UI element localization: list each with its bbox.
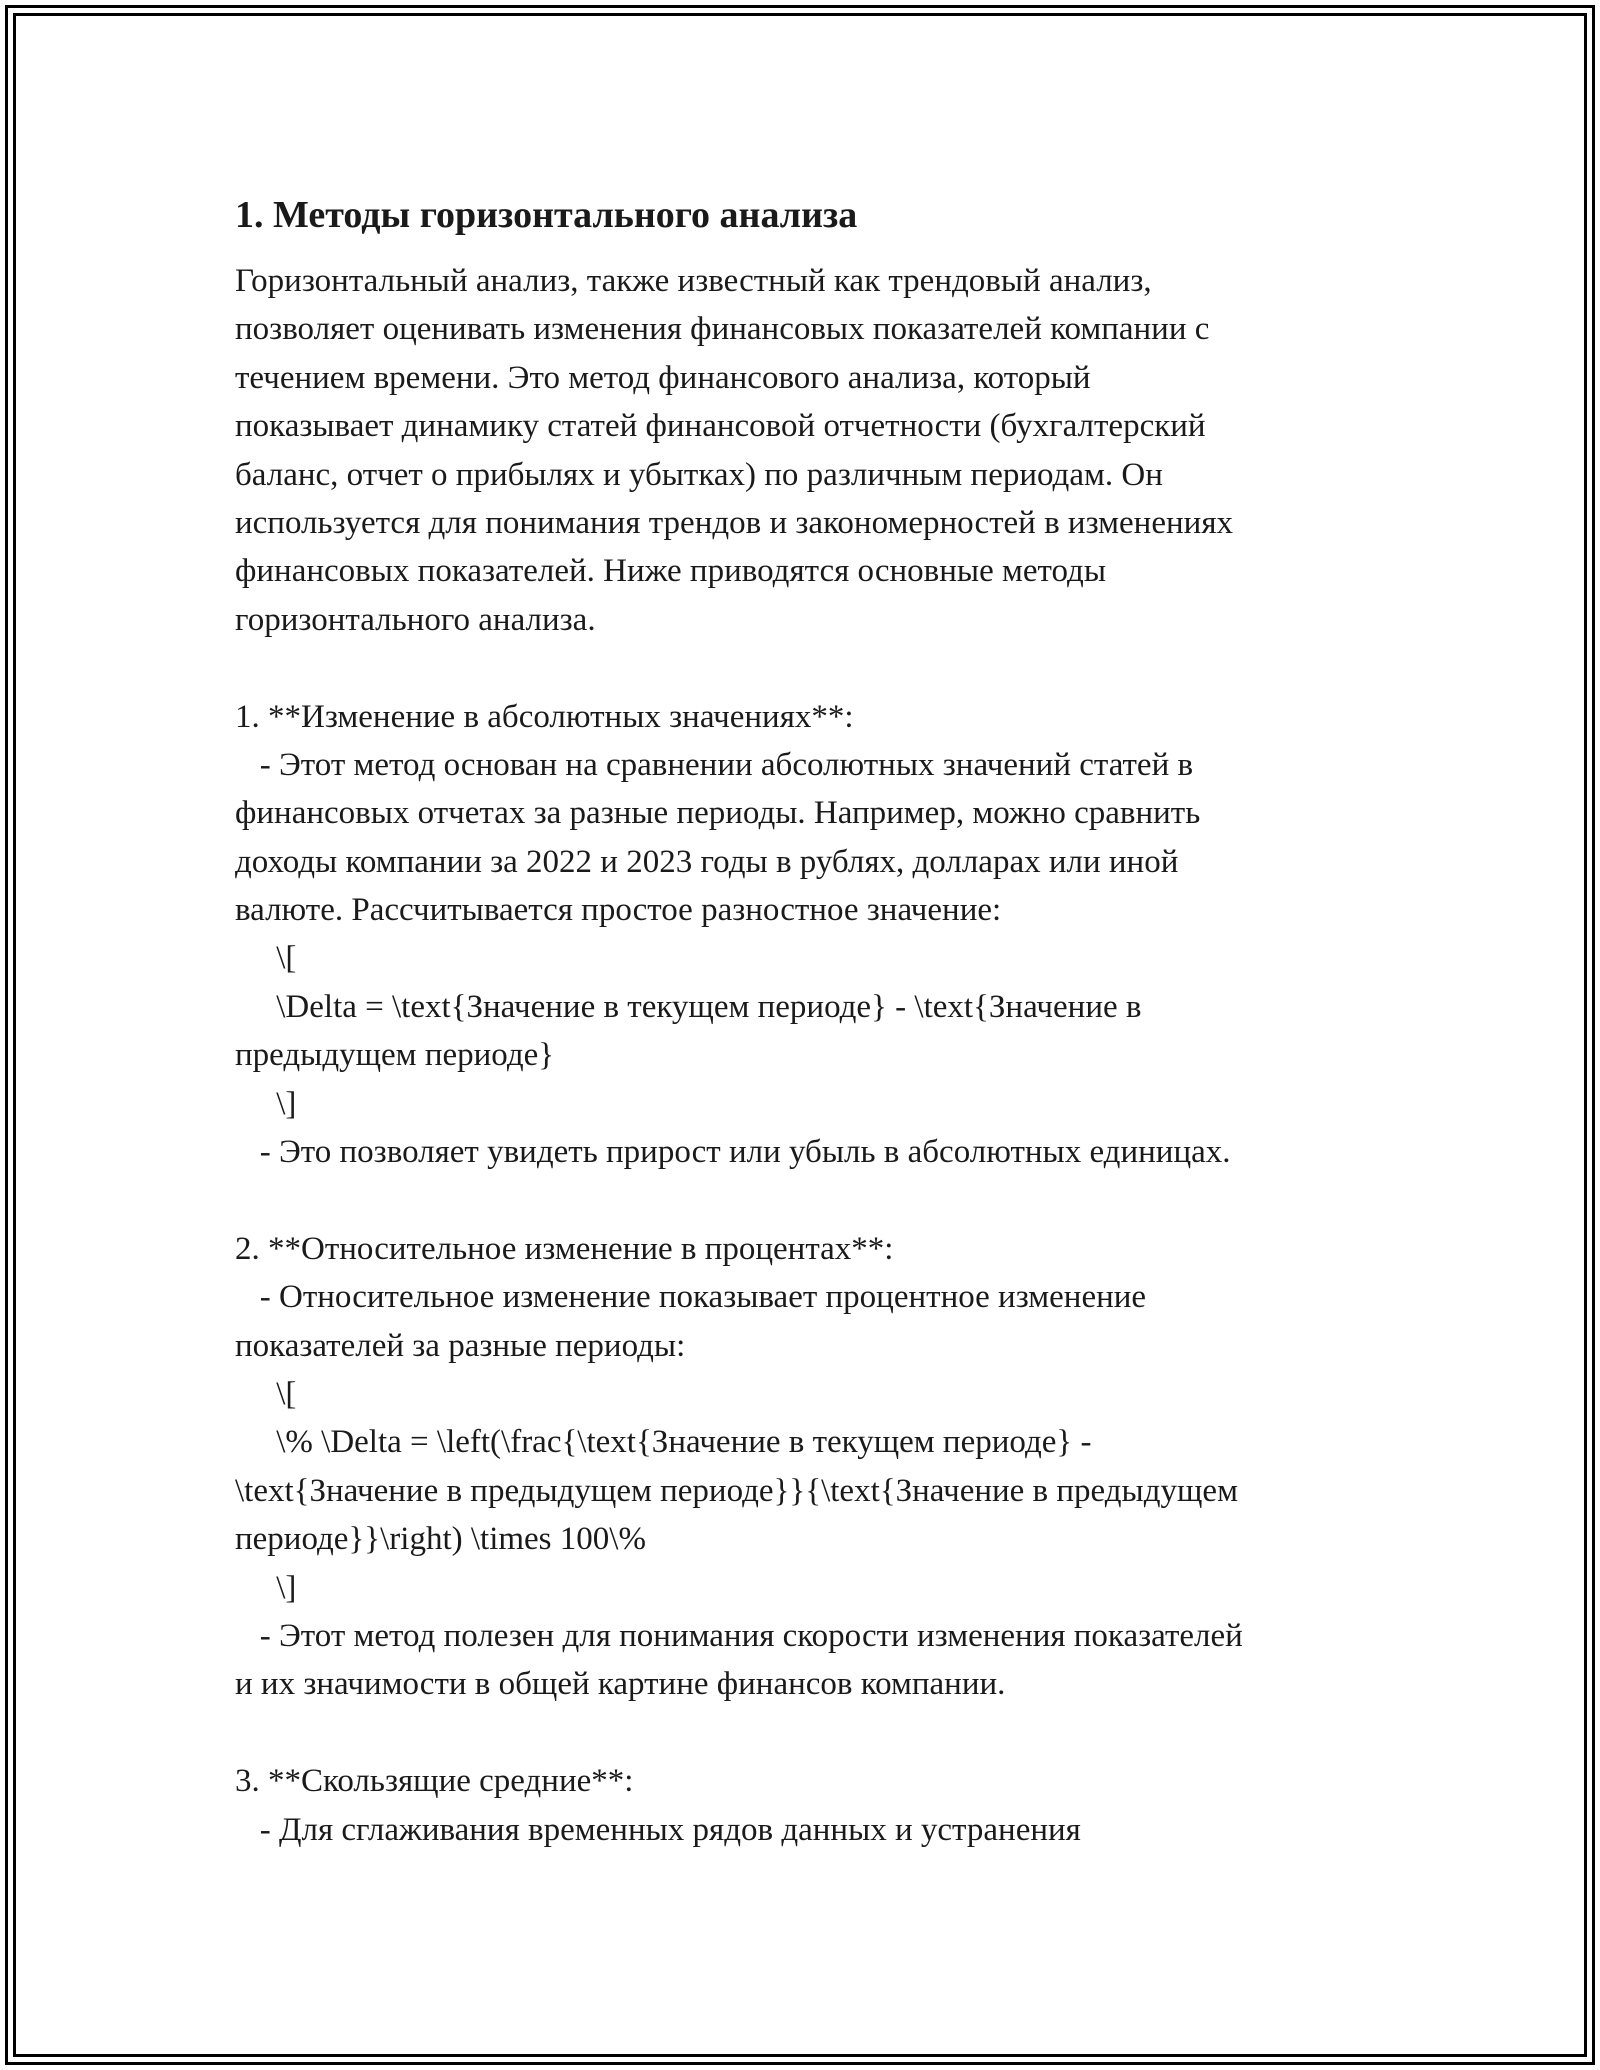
text-line: \[ [235,940,297,977]
text-line: \text{Значение в предыдущем периоде}}{\text{Значение в предыдущем [235,1472,1238,1509]
blank-line [235,1709,1375,1757]
text-line: показывает динамику статей финансовой отчетности (бухгалтерский [235,408,1206,445]
text-line: предыдущем периоде} [235,1037,555,1074]
text-line: \] [235,1569,297,1606]
text-line: баланс, отчет о прибылях и убытках) по различным периодам. Он [235,456,1163,493]
text-line: Горизонтальный анализ, также известный как трендовый анализ, [235,263,1152,299]
text-line: \% \Delta = \left(\frac{\text{Значение в текущем периоде} - [235,1424,1092,1461]
text-line: финансовых показателей. Ниже приводятся основные методы [235,553,1106,590]
text-line: 3. **Скользящие средние**: [235,1763,634,1800]
text-line: позволяет оценивать изменения финансовых показателей компании с [235,311,1210,348]
text-line: периоде}}\right) \times 100\% [235,1521,646,1558]
section-title: 1. Методы горизонтального анализа [235,194,858,236]
text-line: используется для понимания трендов и закономерностей в изменениях [235,504,1233,541]
document-content [235,185,1375,1854]
text-line: \] [235,1085,297,1122]
text-line: горизонтального анализа. [235,601,596,638]
text-line: 1. **Изменение в абсолютных значениях**: [235,698,854,735]
text-line: - Этот метод основан на сравнении абсолютных значений статей в [235,746,1194,783]
blank-line [235,644,1375,692]
document-body [235,257,1375,1854]
text-line: - Это позволяет увидеть прирост или убыль в абсолютных единицах. [235,1134,1231,1171]
text-line: валюте. Рассчитывается простое разностное значение: [235,892,1002,929]
text-line: \[ [235,1375,297,1412]
text-line: 2. **Относительное изменение в процентах**: [235,1230,894,1267]
text-line: и их значимости в общей картине финансов компании. [235,1666,1006,1703]
text-line: - Для сглаживания временных рядов данных и устранения [235,1811,1081,1848]
text-line: \Delta = \text{Значение в текущем периоде} - \text{Значение в [235,988,1142,1025]
text-line: показателей за разные периоды: [235,1327,686,1364]
text-line: течением времени. Это метод финансового анализа, который [235,359,1091,396]
text-line: финансовых отчетах за разные периоды. Например, можно сравнить [235,795,1201,832]
text-line: - Относительное изменение показывает процентное изменение [235,1279,1147,1316]
blank-line [235,1176,1375,1224]
text-line: - Этот метод полезен для понимания скорости изменения показателей [235,1617,1243,1654]
text-line: доходы компании за 2022 и 2023 годы в рублях, долларах или иной [235,843,1179,880]
